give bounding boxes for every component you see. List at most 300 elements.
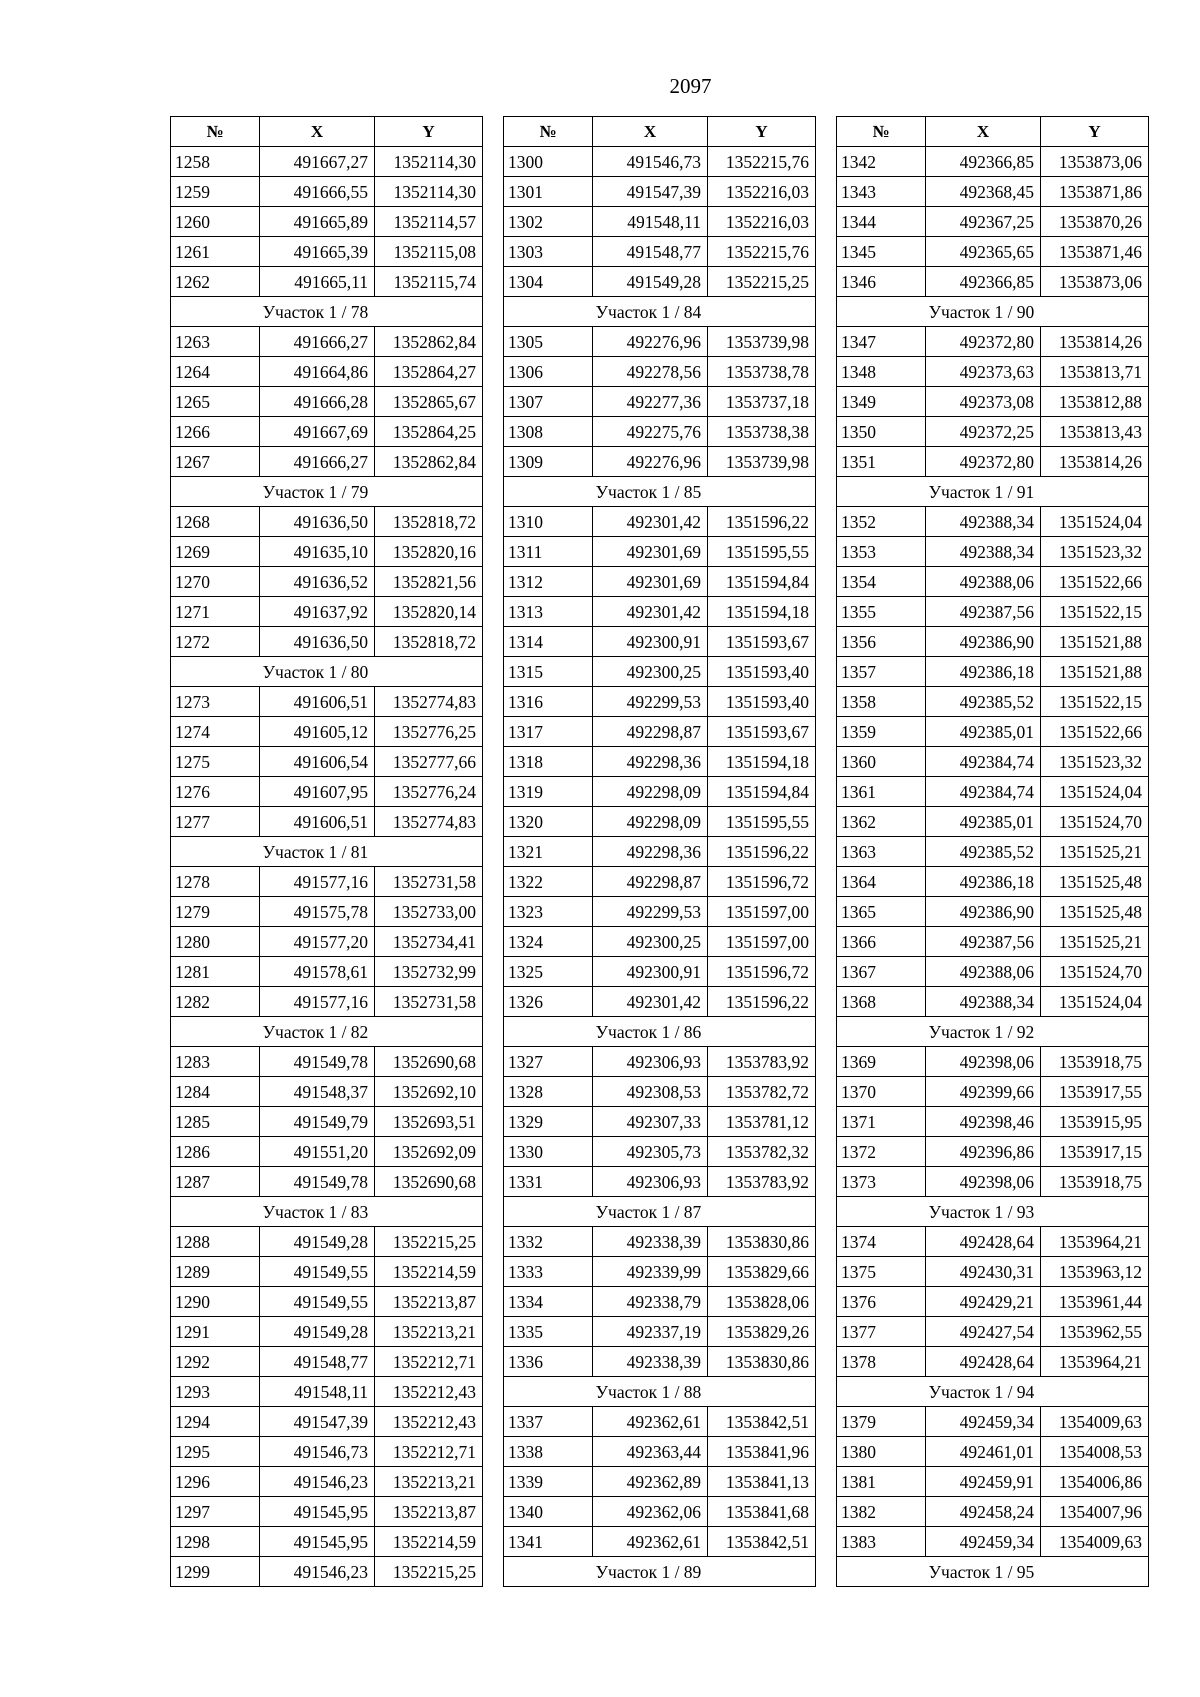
table-row <box>504 1107 816 1137</box>
header-y: Y <box>708 117 816 147</box>
table-row <box>171 1227 483 1257</box>
table-row <box>171 1347 483 1377</box>
x-coordinate-cell: 491637,92 <box>260 597 375 627</box>
x-coordinate-cell: 491636,50 <box>260 507 375 537</box>
section-label: Участок 1 / 91 <box>837 477 1149 507</box>
table-row <box>171 1317 483 1347</box>
section-label: Участок 1 / 81 <box>171 837 483 867</box>
table-row <box>171 387 483 417</box>
table-row <box>171 777 483 807</box>
x-coordinate-cell: 492386,18 <box>926 657 1041 687</box>
point-number-cell: 1330 <box>504 1137 593 1167</box>
point-number-cell: 1275 <box>171 747 260 777</box>
point-number-cell: 1350 <box>837 417 926 447</box>
y-coordinate-cell: 1352212,43 <box>375 1407 483 1437</box>
point-number-cell: 1337 <box>504 1407 593 1437</box>
point-number-cell: 1281 <box>171 957 260 987</box>
table-row <box>171 1467 483 1497</box>
point-number-cell: 1278 <box>171 867 260 897</box>
point-number-cell: 1286 <box>171 1137 260 1167</box>
y-coordinate-cell: 1352690,68 <box>375 1047 483 1077</box>
point-number-cell: 1274 <box>171 717 260 747</box>
table-row <box>171 417 483 447</box>
x-coordinate-cell: 492363,44 <box>593 1437 708 1467</box>
y-coordinate-cell: 1353782,72 <box>708 1077 816 1107</box>
x-coordinate-cell: 492385,52 <box>926 837 1041 867</box>
y-coordinate-cell: 1351524,70 <box>1041 957 1149 987</box>
point-number-cell: 1376 <box>837 1287 926 1317</box>
header-number: № <box>504 117 593 147</box>
y-coordinate-cell: 1352864,25 <box>375 417 483 447</box>
x-coordinate-cell: 492301,69 <box>593 537 708 567</box>
point-number-cell: 1367 <box>837 957 926 987</box>
point-number-cell: 1308 <box>504 417 593 447</box>
table-row <box>837 417 1149 447</box>
section-label: Участок 1 / 89 <box>504 1557 816 1587</box>
point-number-cell: 1300 <box>504 147 593 177</box>
point-number-cell: 1319 <box>504 777 593 807</box>
y-coordinate-cell: 1352862,84 <box>375 327 483 357</box>
table-row <box>837 1497 1149 1527</box>
table-row <box>504 267 816 297</box>
header-x: X <box>260 117 375 147</box>
table-row <box>837 237 1149 267</box>
point-number-cell: 1370 <box>837 1077 926 1107</box>
table-row <box>504 627 816 657</box>
x-coordinate-cell: 491667,69 <box>260 417 375 447</box>
y-coordinate-cell: 1353842,51 <box>708 1527 816 1557</box>
point-number-cell: 1307 <box>504 387 593 417</box>
point-number-cell: 1265 <box>171 387 260 417</box>
point-number-cell: 1306 <box>504 357 593 387</box>
table-row <box>837 927 1149 957</box>
x-coordinate-cell: 492305,73 <box>593 1137 708 1167</box>
x-coordinate-cell: 492307,33 <box>593 1107 708 1137</box>
section-row <box>171 657 483 687</box>
y-coordinate-cell: 1351593,40 <box>708 687 816 717</box>
point-number-cell: 1344 <box>837 207 926 237</box>
y-coordinate-cell: 1352215,25 <box>708 267 816 297</box>
y-coordinate-cell: 1351525,21 <box>1041 927 1149 957</box>
x-coordinate-cell: 491549,55 <box>260 1257 375 1287</box>
table-row <box>837 1257 1149 1287</box>
x-coordinate-cell: 491546,73 <box>260 1437 375 1467</box>
point-number-cell: 1331 <box>504 1167 593 1197</box>
y-coordinate-cell: 1353830,86 <box>708 1347 816 1377</box>
point-number-cell: 1359 <box>837 717 926 747</box>
table-row <box>504 687 816 717</box>
point-number-cell: 1321 <box>504 837 593 867</box>
y-coordinate-cell: 1352213,21 <box>375 1317 483 1347</box>
x-coordinate-cell: 491545,95 <box>260 1497 375 1527</box>
y-coordinate-cell: 1351594,84 <box>708 777 816 807</box>
x-coordinate-cell: 492276,96 <box>593 327 708 357</box>
x-coordinate-cell: 492306,93 <box>593 1167 708 1197</box>
x-coordinate-cell: 491575,78 <box>260 897 375 927</box>
point-number-cell: 1340 <box>504 1497 593 1527</box>
x-coordinate-cell: 492459,91 <box>926 1467 1041 1497</box>
x-coordinate-cell: 492428,64 <box>926 1347 1041 1377</box>
point-number-cell: 1329 <box>504 1107 593 1137</box>
y-coordinate-cell: 1352818,72 <box>375 627 483 657</box>
x-coordinate-cell: 491548,11 <box>593 207 708 237</box>
point-number-cell: 1315 <box>504 657 593 687</box>
table-row <box>504 357 816 387</box>
table-row <box>504 657 816 687</box>
point-number-cell: 1302 <box>504 207 593 237</box>
point-number-cell: 1369 <box>837 1047 926 1077</box>
point-number-cell: 1268 <box>171 507 260 537</box>
page-number: 2097 <box>669 74 712 98</box>
point-number-cell: 1360 <box>837 747 926 777</box>
point-number-cell: 1272 <box>171 627 260 657</box>
section-row <box>171 297 483 327</box>
x-coordinate-cell: 492399,66 <box>926 1077 1041 1107</box>
x-coordinate-cell: 491546,23 <box>260 1467 375 1497</box>
x-coordinate-cell: 492388,06 <box>926 957 1041 987</box>
section-row <box>837 1557 1149 1587</box>
point-number-cell: 1347 <box>837 327 926 357</box>
y-coordinate-cell: 1351595,55 <box>708 807 816 837</box>
section-label: Участок 1 / 95 <box>837 1557 1149 1587</box>
x-coordinate-cell: 492300,25 <box>593 927 708 957</box>
point-number-cell: 1301 <box>504 177 593 207</box>
table-header-row <box>504 117 816 147</box>
y-coordinate-cell: 1351594,18 <box>708 597 816 627</box>
table-row <box>171 1377 483 1407</box>
point-number-cell: 1289 <box>171 1257 260 1287</box>
point-number-cell: 1288 <box>171 1227 260 1257</box>
point-number-cell: 1368 <box>837 987 926 1017</box>
point-number-cell: 1310 <box>504 507 593 537</box>
x-coordinate-cell: 491548,77 <box>260 1347 375 1377</box>
x-coordinate-cell: 492430,31 <box>926 1257 1041 1287</box>
table-row <box>504 507 816 537</box>
y-coordinate-cell: 1351597,00 <box>708 927 816 957</box>
table-row <box>837 1047 1149 1077</box>
table-row <box>837 507 1149 537</box>
section-label: Участок 1 / 79 <box>171 477 483 507</box>
point-number-cell: 1303 <box>504 237 593 267</box>
x-coordinate-cell: 491665,39 <box>260 237 375 267</box>
point-number-cell: 1320 <box>504 807 593 837</box>
x-coordinate-cell: 492301,42 <box>593 987 708 1017</box>
y-coordinate-cell: 1353781,12 <box>708 1107 816 1137</box>
x-coordinate-cell: 491549,78 <box>260 1047 375 1077</box>
y-coordinate-cell: 1354007,96 <box>1041 1497 1149 1527</box>
x-coordinate-cell: 492365,65 <box>926 237 1041 267</box>
table-row <box>837 1437 1149 1467</box>
y-coordinate-cell: 1351594,84 <box>708 567 816 597</box>
y-coordinate-cell: 1351596,22 <box>708 837 816 867</box>
x-coordinate-cell: 492458,24 <box>926 1497 1041 1527</box>
y-coordinate-cell: 1353962,55 <box>1041 1317 1149 1347</box>
point-number-cell: 1378 <box>837 1347 926 1377</box>
y-coordinate-cell: 1353813,43 <box>1041 417 1149 447</box>
table-row <box>837 387 1149 417</box>
y-coordinate-cell: 1353783,92 <box>708 1167 816 1197</box>
x-coordinate-cell: 491606,54 <box>260 747 375 777</box>
point-number-cell: 1363 <box>837 837 926 867</box>
y-coordinate-cell: 1353739,98 <box>708 327 816 357</box>
y-coordinate-cell: 1351522,15 <box>1041 597 1149 627</box>
x-coordinate-cell: 492373,63 <box>926 357 1041 387</box>
header-y: Y <box>375 117 483 147</box>
point-number-cell: 1260 <box>171 207 260 237</box>
table-row <box>171 1107 483 1137</box>
point-number-cell: 1262 <box>171 267 260 297</box>
y-coordinate-cell: 1351521,88 <box>1041 657 1149 687</box>
point-number-cell: 1296 <box>171 1467 260 1497</box>
x-coordinate-cell: 492362,06 <box>593 1497 708 1527</box>
point-number-cell: 1290 <box>171 1287 260 1317</box>
section-label: Участок 1 / 80 <box>171 657 483 687</box>
table-row <box>171 357 483 387</box>
point-number-cell: 1373 <box>837 1167 926 1197</box>
x-coordinate-cell: 492387,56 <box>926 927 1041 957</box>
table-row <box>504 747 816 777</box>
x-coordinate-cell: 492298,09 <box>593 807 708 837</box>
x-coordinate-cell: 492384,74 <box>926 777 1041 807</box>
point-number-cell: 1279 <box>171 897 260 927</box>
point-number-cell: 1263 <box>171 327 260 357</box>
table-row <box>504 957 816 987</box>
table-row <box>504 447 816 477</box>
point-number-cell: 1379 <box>837 1407 926 1437</box>
table-row <box>171 1257 483 1287</box>
y-coordinate-cell: 1352114,57 <box>375 207 483 237</box>
section-row <box>171 1197 483 1227</box>
point-number-cell: 1346 <box>837 267 926 297</box>
table-row <box>171 1527 483 1557</box>
point-number-cell: 1276 <box>171 777 260 807</box>
y-coordinate-cell: 1352865,67 <box>375 387 483 417</box>
table-row <box>171 147 483 177</box>
x-coordinate-cell: 491577,16 <box>260 987 375 1017</box>
section-row <box>504 1377 816 1407</box>
section-row <box>504 1557 816 1587</box>
table-row <box>171 867 483 897</box>
section-label: Участок 1 / 94 <box>837 1377 1149 1407</box>
y-coordinate-cell: 1353918,75 <box>1041 1167 1149 1197</box>
x-coordinate-cell: 492388,34 <box>926 507 1041 537</box>
section-row <box>504 477 816 507</box>
table-header-row <box>837 117 1149 147</box>
x-coordinate-cell: 492298,87 <box>593 867 708 897</box>
y-coordinate-cell: 1351596,22 <box>708 507 816 537</box>
x-coordinate-cell: 492338,39 <box>593 1227 708 1257</box>
y-coordinate-cell: 1353830,86 <box>708 1227 816 1257</box>
y-coordinate-cell: 1352820,14 <box>375 597 483 627</box>
x-coordinate-cell: 491548,11 <box>260 1377 375 1407</box>
x-coordinate-cell: 492300,25 <box>593 657 708 687</box>
table-row <box>837 567 1149 597</box>
table-row <box>171 1167 483 1197</box>
x-coordinate-cell: 492385,52 <box>926 687 1041 717</box>
table-row <box>171 237 483 267</box>
y-coordinate-cell: 1351523,32 <box>1041 537 1149 567</box>
x-coordinate-cell: 492398,06 <box>926 1167 1041 1197</box>
point-number-cell: 1280 <box>171 927 260 957</box>
x-coordinate-cell: 491548,37 <box>260 1077 375 1107</box>
table-row <box>504 207 816 237</box>
section-label: Участок 1 / 92 <box>837 1017 1149 1047</box>
table-row <box>171 1047 483 1077</box>
x-coordinate-cell: 492276,96 <box>593 447 708 477</box>
x-coordinate-cell: 491546,73 <box>593 147 708 177</box>
point-number-cell: 1333 <box>504 1257 593 1287</box>
x-coordinate-cell: 492429,21 <box>926 1287 1041 1317</box>
table-row <box>504 567 816 597</box>
y-coordinate-cell: 1351597,00 <box>708 897 816 927</box>
section-label: Участок 1 / 82 <box>171 1017 483 1047</box>
y-coordinate-cell: 1353917,15 <box>1041 1137 1149 1167</box>
table-row <box>504 777 816 807</box>
table-row <box>171 1557 483 1587</box>
x-coordinate-cell: 492386,18 <box>926 867 1041 897</box>
section-label: Участок 1 / 83 <box>171 1197 483 1227</box>
table-row <box>837 897 1149 927</box>
header-x: X <box>926 117 1041 147</box>
section-label: Участок 1 / 85 <box>504 477 816 507</box>
y-coordinate-cell: 1352731,58 <box>375 867 483 897</box>
point-number-cell: 1323 <box>504 897 593 927</box>
y-coordinate-cell: 1353870,26 <box>1041 207 1149 237</box>
point-number-cell: 1335 <box>504 1317 593 1347</box>
y-coordinate-cell: 1351593,67 <box>708 627 816 657</box>
table-row <box>171 507 483 537</box>
point-number-cell: 1382 <box>837 1497 926 1527</box>
point-number-cell: 1371 <box>837 1107 926 1137</box>
y-coordinate-cell: 1351593,67 <box>708 717 816 747</box>
table-row <box>837 177 1149 207</box>
x-coordinate-cell: 491664,86 <box>260 357 375 387</box>
point-number-cell: 1259 <box>171 177 260 207</box>
x-coordinate-cell: 492300,91 <box>593 627 708 657</box>
table-row <box>171 957 483 987</box>
table-row <box>504 237 816 267</box>
y-coordinate-cell: 1352733,00 <box>375 897 483 927</box>
x-coordinate-cell: 491607,95 <box>260 777 375 807</box>
table-row <box>171 897 483 927</box>
y-coordinate-cell: 1352731,58 <box>375 987 483 1017</box>
x-coordinate-cell: 491549,28 <box>260 1317 375 1347</box>
table-row <box>504 327 816 357</box>
y-coordinate-cell: 1351524,04 <box>1041 507 1149 537</box>
point-number-cell: 1345 <box>837 237 926 267</box>
point-number-cell: 1357 <box>837 657 926 687</box>
point-number-cell: 1339 <box>504 1467 593 1497</box>
table-row <box>504 867 816 897</box>
table-row <box>171 717 483 747</box>
point-number-cell: 1311 <box>504 537 593 567</box>
y-coordinate-cell: 1354009,63 <box>1041 1527 1149 1557</box>
point-number-cell: 1277 <box>171 807 260 837</box>
x-coordinate-cell: 492459,34 <box>926 1407 1041 1437</box>
point-number-cell: 1285 <box>171 1107 260 1137</box>
y-coordinate-cell: 1353918,75 <box>1041 1047 1149 1077</box>
header-y: Y <box>1041 117 1149 147</box>
y-coordinate-cell: 1351525,48 <box>1041 897 1149 927</box>
y-coordinate-cell: 1351596,72 <box>708 867 816 897</box>
x-coordinate-cell: 492386,90 <box>926 627 1041 657</box>
point-number-cell: 1270 <box>171 567 260 597</box>
table-row <box>837 1467 1149 1497</box>
table-row <box>504 387 816 417</box>
coordinates-table-middle <box>503 116 816 1587</box>
table-row <box>837 657 1149 687</box>
point-number-cell: 1381 <box>837 1467 926 1497</box>
x-coordinate-cell: 492306,93 <box>593 1047 708 1077</box>
y-coordinate-cell: 1352115,74 <box>375 267 483 297</box>
point-number-cell: 1334 <box>504 1287 593 1317</box>
table-row <box>504 807 816 837</box>
point-number-cell: 1375 <box>837 1257 926 1287</box>
y-coordinate-cell: 1352214,59 <box>375 1257 483 1287</box>
section-row <box>171 837 483 867</box>
y-coordinate-cell: 1352734,41 <box>375 927 483 957</box>
table-row <box>837 537 1149 567</box>
x-coordinate-cell: 492362,61 <box>593 1527 708 1557</box>
section-row <box>504 297 816 327</box>
point-number-cell: 1355 <box>837 597 926 627</box>
point-number-cell: 1284 <box>171 1077 260 1107</box>
table-row <box>504 1287 816 1317</box>
y-coordinate-cell: 1351525,21 <box>1041 837 1149 867</box>
table-row <box>837 1167 1149 1197</box>
point-number-cell: 1314 <box>504 627 593 657</box>
table-row <box>504 417 816 447</box>
point-number-cell: 1365 <box>837 897 926 927</box>
y-coordinate-cell: 1352215,25 <box>375 1557 483 1587</box>
y-coordinate-cell: 1352213,87 <box>375 1497 483 1527</box>
table-row <box>171 1437 483 1467</box>
point-number-cell: 1295 <box>171 1437 260 1467</box>
y-coordinate-cell: 1352820,16 <box>375 537 483 567</box>
table-row <box>837 627 1149 657</box>
y-coordinate-cell: 1353871,46 <box>1041 237 1149 267</box>
table-row <box>171 1497 483 1527</box>
x-coordinate-cell: 492461,01 <box>926 1437 1041 1467</box>
point-number-cell: 1266 <box>171 417 260 447</box>
x-coordinate-cell: 491605,12 <box>260 717 375 747</box>
x-coordinate-cell: 491549,78 <box>260 1167 375 1197</box>
point-number-cell: 1354 <box>837 567 926 597</box>
x-coordinate-cell: 492367,25 <box>926 207 1041 237</box>
point-number-cell: 1322 <box>504 867 593 897</box>
table-row <box>837 1077 1149 1107</box>
section-row <box>837 1197 1149 1227</box>
x-coordinate-cell: 492398,06 <box>926 1047 1041 1077</box>
x-coordinate-cell: 492388,06 <box>926 567 1041 597</box>
section-row <box>837 1377 1149 1407</box>
point-number-cell: 1283 <box>171 1047 260 1077</box>
x-coordinate-cell: 492298,87 <box>593 717 708 747</box>
x-coordinate-cell: 492428,64 <box>926 1227 1041 1257</box>
table-row <box>837 1287 1149 1317</box>
y-coordinate-cell: 1352776,25 <box>375 717 483 747</box>
x-coordinate-cell: 492298,36 <box>593 747 708 777</box>
x-coordinate-cell: 492385,01 <box>926 807 1041 837</box>
x-coordinate-cell: 492301,42 <box>593 507 708 537</box>
y-coordinate-cell: 1352818,72 <box>375 507 483 537</box>
y-coordinate-cell: 1353964,21 <box>1041 1347 1149 1377</box>
y-coordinate-cell: 1352774,83 <box>375 687 483 717</box>
y-coordinate-cell: 1353873,06 <box>1041 147 1149 177</box>
x-coordinate-cell: 491636,52 <box>260 567 375 597</box>
y-coordinate-cell: 1351524,04 <box>1041 777 1149 807</box>
y-coordinate-cell: 1351596,72 <box>708 957 816 987</box>
